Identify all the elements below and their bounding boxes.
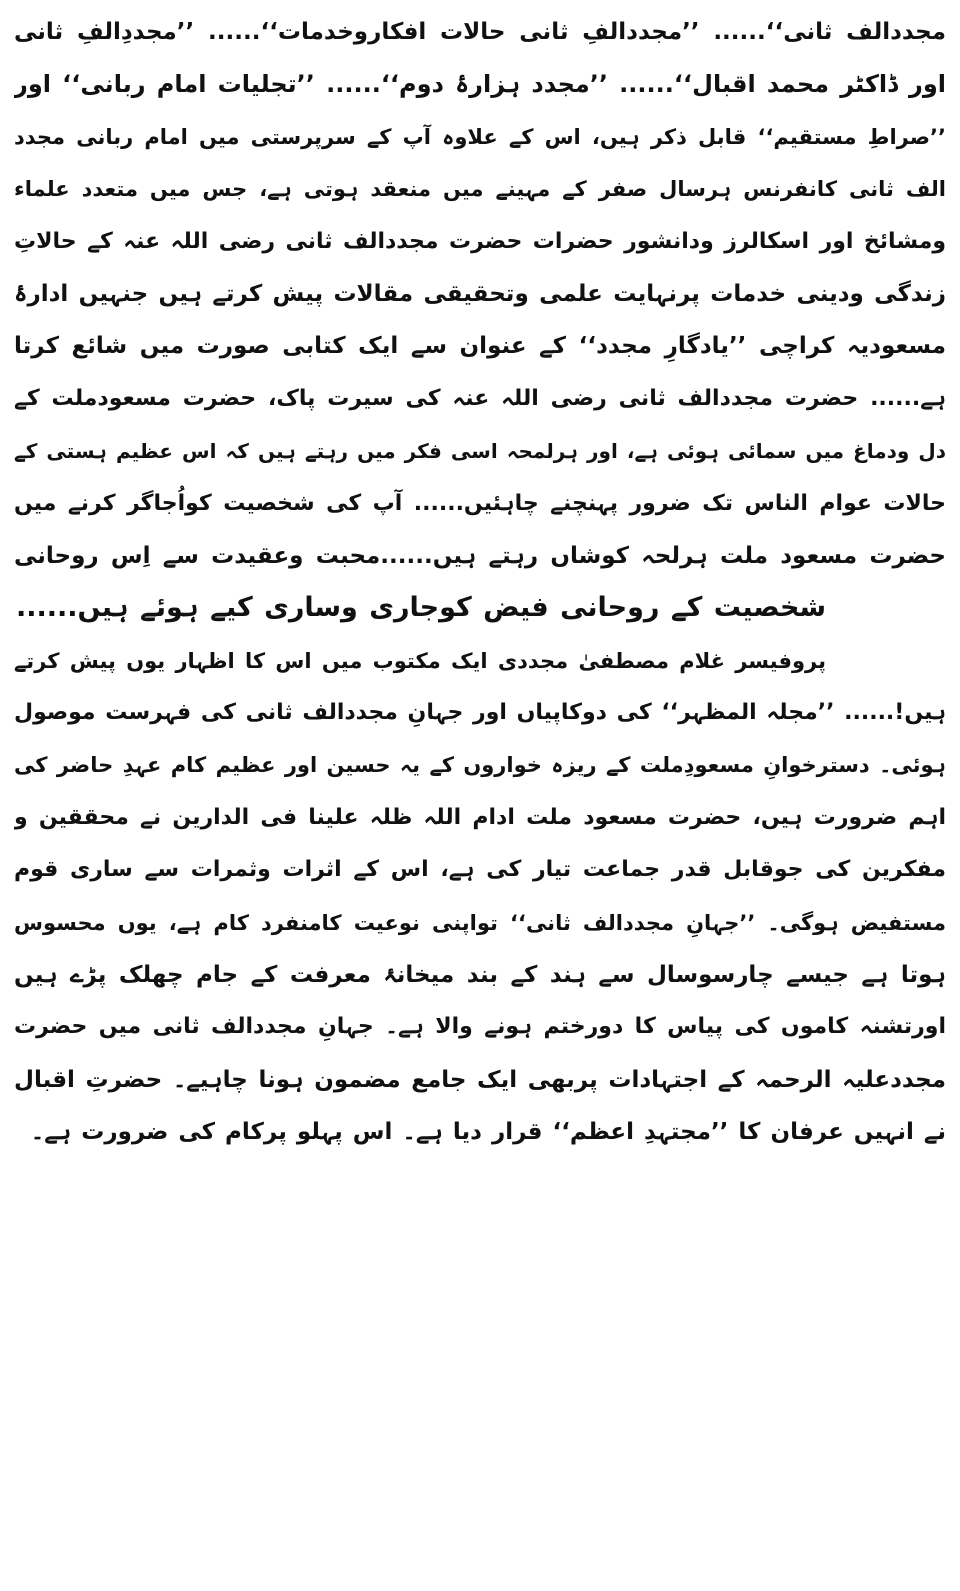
text-line: ہوتا ہے جیسے چارسوسال سے ہند کے بند میخانۂ معرفت کے جام چھلک پڑے ہیں [14, 962, 946, 989]
paragraph-end-line: شخصیت کے روحانی فیض کوجاری وساری کیے ہوئے ہیں...... [15, 592, 826, 624]
text-line: مجددالف ثانی‘‘...... ’’مجددالفِ ثانی حالات افکاروخدمات‘‘...... ’’مجددِالفِ ثانی [14, 19, 946, 45]
text-line: ہیں!...... ’’مجلہ المظہر‘‘ کی دوکاپیاں اور جہانِ مجددالف ثانی کی فہرست موصول [14, 700, 946, 726]
text-line: زندگی ودینی خدمات پرنہایت علمی وتحقیقی مقالات پیش کرتے ہیں جنہیں ادارۂ [14, 280, 946, 307]
text-line: الف ثانی کانفرنس ہرسال صفر کے مہینے میں منعقد ہوتی ہے، جس میں متعدد علماء [14, 177, 946, 202]
text-line: ہوئی۔ دسترخوانِ مسعودِملت کے ریزہ خواروں کے یہ حسین اور عظیم کام عہدِ حاضر کی [14, 753, 946, 778]
paragraph-start-line: پروفیسر غلام مصطفیٰ مجددی ایک مکتوب میں اس کا اظہار یوں پیش کرتے [14, 648, 826, 673]
text-line: دل ودماغ میں سمائی ہوئی ہے، اور ہرلمحہ اسی فکر میں رہتے ہیں کہ اس عظیم ہستی کے [14, 439, 946, 464]
text-line: حالات عوام الناس تک ضرور پہنچنے چاہئیں...... آپ کی شخصیت کواُجاگر کرنے میں [14, 490, 946, 516]
text-line: مستفیض ہوگی۔ ’’جہانِ مجددالف ثانی‘‘ تواپنی نوعیت کامنفرد کام ہے، یوں محسوس [14, 910, 946, 935]
text-line: ہے...... حضرت مجددالف ثانی رضی اللہ عنہ کی سیرت پاک، حضرت مسعودملت کے [14, 385, 946, 411]
text-line: اورتشنہ کاموں کی پیاس کا دورختم ہونے والا ہے۔ جہانِ مجددالف ثانی میں حضرت [14, 1014, 946, 1040]
text-line: اہم ضرورت ہیں، حضرت مسعود ملت ادام اللہ ظلہ علینا فی الدارین نے محققین و [14, 804, 946, 830]
text-line: ومشائخ اور اسکالرز ودانشور حضرات حضرت مجددالف ثانی رضی اللہ عنہ کے حالاتِ [14, 228, 946, 254]
text-line: اور ڈاکٹر محمد اقبال‘‘...... ’’مجدد ہزارۂ دوم‘‘...... ’’تجلیات امام ربانی‘‘ اور [14, 70, 946, 99]
text-line: حضرت مسعود ملت ہرلحہ کوشاں رہتے ہیں......محبت وعقیدت سے اِس روحانی [14, 542, 946, 569]
text-line: مسعودیہ کراچی ’’یادگارِ مجدد‘‘ کے عنوان سے ایک کتابی صورت میں شائع کرتا [14, 333, 946, 360]
paragraph-end-line: نے انہیں عرفان کا ’’مجتہدِ اعظم‘‘ قرار دیا ہے۔ اس پہلو پرکام کی ضرورت ہے۔ [30, 1119, 946, 1146]
text-line: مفکرین کی جوقابل قدر جماعت تیار کی ہے، اس کے اثرات وثمرات سے ساری قوم [14, 857, 946, 883]
text-line: ’’صراطِ مستقیم‘‘ قابل ذکر ہیں، اس کے علاوہ آپ کے سرپرستی میں امام ربانی مجدد [14, 124, 946, 149]
text-line: مجددعلیہ الرحمہ کے اجتہادات پربھی ایک جامع مضمون ہونا چاہیے۔ حضرتِ اقبال [14, 1066, 946, 1093]
